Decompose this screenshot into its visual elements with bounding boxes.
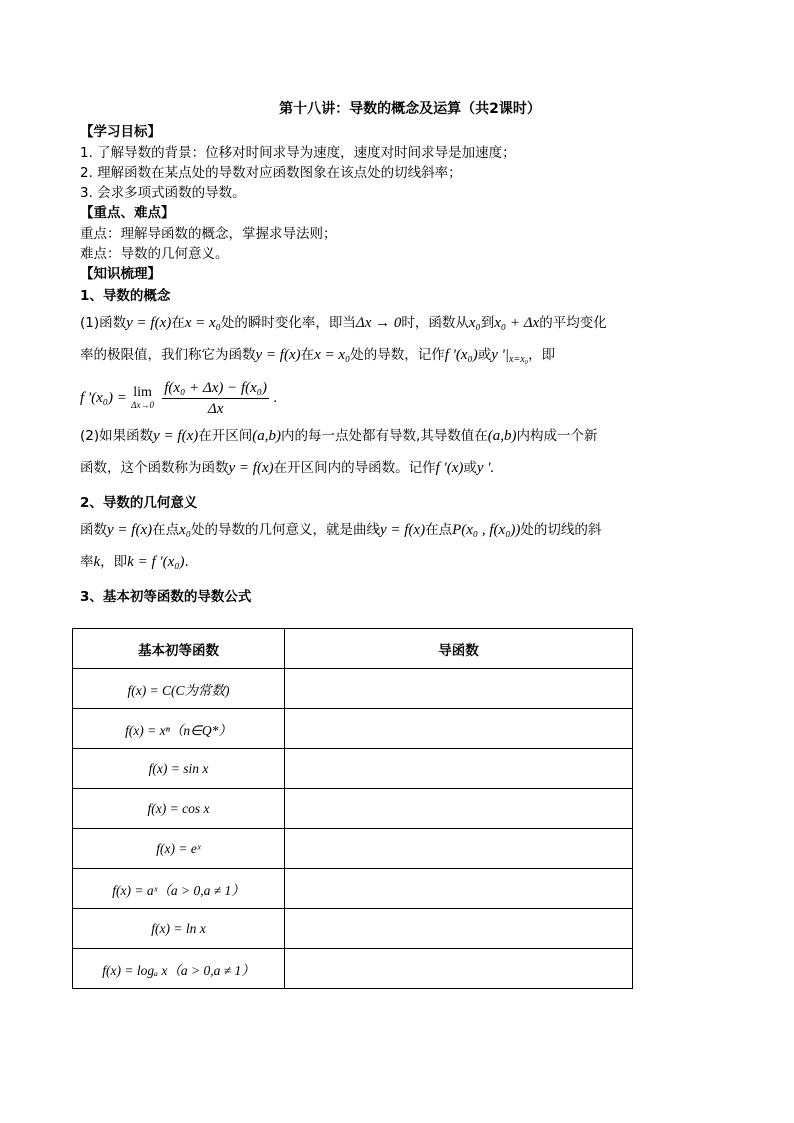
formula: y = f(x) (126, 315, 172, 331)
s1-paragraph-line-1 (80, 307, 720, 339)
text: 在点 (425, 522, 453, 538)
s1-derivative-formula: f '(x₀) = lim Δx→0 $\frac{\text{f(x₀ + Δx) − f(x₀)}}{\Delta x}$ . (80, 379, 278, 417)
section-1-title: 1、导数的概念 (80, 288, 171, 304)
formula: x₀ (468, 315, 481, 331)
text: 到 (480, 315, 495, 331)
table-row (73, 829, 633, 869)
text: 率 (80, 554, 94, 570)
table-row (73, 869, 633, 909)
formula: f '(x) (435, 460, 464, 476)
document-page (80, 98, 720, 608)
lim-word: lim (133, 385, 152, 400)
s1-paragraph-line-3 (80, 420, 720, 452)
function-cell: f(x) = aˣ（a > 0,a ≠ 1） (73, 869, 285, 909)
formula: y = f(x) (255, 347, 301, 363)
table-row (73, 749, 633, 789)
text: 内构成一个新 (516, 428, 598, 444)
formula: y '| (491, 347, 510, 363)
formula: f '(x₀) (444, 347, 478, 363)
derivative-cell[interactable] (285, 789, 633, 829)
table-row (73, 949, 633, 989)
review-heading: 【知识梳理】 (80, 266, 161, 282)
derivative-cell[interactable] (285, 949, 633, 989)
text: 处的导数的几何意义，就是曲线 (190, 522, 380, 538)
column-header-derivative: 导函数 (285, 629, 633, 669)
text: 在点 (152, 522, 180, 538)
formula: (a,b) (487, 428, 517, 444)
text: 函数，这个函数称为函数 (80, 460, 229, 476)
formula: x₀ + Δx (494, 315, 540, 331)
derivative-cell[interactable] (285, 909, 633, 949)
key-point: 重点：理解导函数的概念，掌握求导法则； (80, 226, 337, 242)
formula: y = f(x) (107, 522, 153, 538)
derivative-cell[interactable] (285, 709, 633, 749)
function-cell: f(x) = sin x (73, 749, 285, 789)
formula: Δx → 0 (355, 315, 402, 331)
formula: (a,b) (252, 428, 281, 444)
formula: P(x₀ , f(x₀)) (452, 522, 521, 538)
text: 在开区间 (198, 428, 253, 444)
table-row (73, 669, 633, 709)
function-cell: f(x) = logₐ x（a > 0,a ≠ 1） (73, 949, 285, 989)
s1-paragraph-line-2 (80, 339, 720, 376)
function-cell: f(x) = cos x (73, 789, 285, 829)
column-header-basic-function: 基本初等函数 (73, 629, 285, 669)
goal-item: 1. 了解导数的背景：位移对时间求导为速度，速度对时间求导是加速度； (80, 145, 516, 161)
function-cell: f(x) = eˣ (73, 829, 285, 869)
function-cell: f(x) = C(C为常数) (73, 669, 285, 709)
numerator: f(x₀ + Δx) − f(x₀) (162, 379, 269, 399)
difference-quotient (162, 379, 269, 418)
formula: x = x₀ (314, 347, 351, 363)
s2-paragraph-line-2 (80, 546, 720, 578)
text: 或 (463, 460, 477, 476)
text: ，即 (528, 347, 556, 363)
denominator: Δx (207, 400, 224, 417)
text: 在开区间内的导函数。记作 (273, 460, 436, 476)
function-cell: f(x) = xⁿ（n∈Q*） (73, 709, 285, 749)
section-3-title: 3、基本初等函数的导数公式 (80, 589, 252, 605)
function-cell: f(x) = ln x (73, 909, 285, 949)
formula-subscript: x=x₀ (509, 354, 529, 365)
derivative-cell[interactable] (285, 749, 633, 789)
formula: y = f(x) (228, 460, 274, 476)
key-point: 难点：导数的几何意义。 (80, 246, 229, 262)
text: 处的切线的斜 (520, 522, 602, 538)
lim-subscript: Δx→0 (131, 400, 154, 410)
formula: y = f(x) (379, 522, 426, 538)
table-header-row (73, 629, 633, 669)
text: 在 (300, 347, 315, 363)
text: 处的瞬时变化率，即当 (220, 315, 356, 331)
text: . (184, 554, 189, 570)
text: (2)如果函数 (80, 428, 154, 444)
text: 处的导数，记作 (350, 347, 445, 363)
text: 在 (171, 315, 185, 331)
text: (1)函数 (80, 315, 127, 331)
text: 率的极限值，我们称它为函数 (80, 347, 256, 363)
formula: k (93, 554, 101, 570)
s1-paragraph-line-4 (80, 452, 720, 484)
text: 或 (477, 347, 492, 363)
text: 的平均变化 (539, 315, 607, 331)
table-row (73, 709, 633, 749)
text: 内的每一点处都有导数,其导数值在 (280, 428, 488, 444)
formula: x₀ (179, 522, 191, 538)
formula-lhs: f '(x₀) = (80, 390, 127, 406)
table-row (73, 789, 633, 829)
text: ，即 (100, 554, 128, 570)
derivative-cell[interactable] (285, 669, 633, 709)
formula: y '. (476, 460, 495, 476)
text: 函数 (80, 522, 107, 538)
s2-paragraph-line-1 (80, 514, 720, 546)
derivative-cell[interactable] (285, 869, 633, 909)
page-title: 第十八讲：导数的概念及运算（共2课时） (279, 101, 541, 117)
goal-item: 2. 理解函数在某点处的导数对应函数图象在该点处的切线斜率； (80, 165, 462, 181)
formula: x = x₀ (184, 315, 221, 331)
key-points-heading: 【重点、难点】 (80, 205, 175, 221)
derivative-formula-table (72, 628, 633, 989)
goals-heading: 【学习目标】 (80, 124, 161, 140)
formula: k = f '(x₀) (127, 554, 185, 570)
limit-operator (131, 386, 154, 410)
section-2-title: 2、导数的几何意义 (80, 495, 198, 511)
formula: y = f(x) (153, 428, 199, 444)
derivative-cell[interactable] (285, 829, 633, 869)
goal-item: 3. 会求多项式函数的导数。 (80, 185, 246, 201)
text: 时，函数从 (401, 315, 469, 331)
table-row (73, 909, 633, 949)
